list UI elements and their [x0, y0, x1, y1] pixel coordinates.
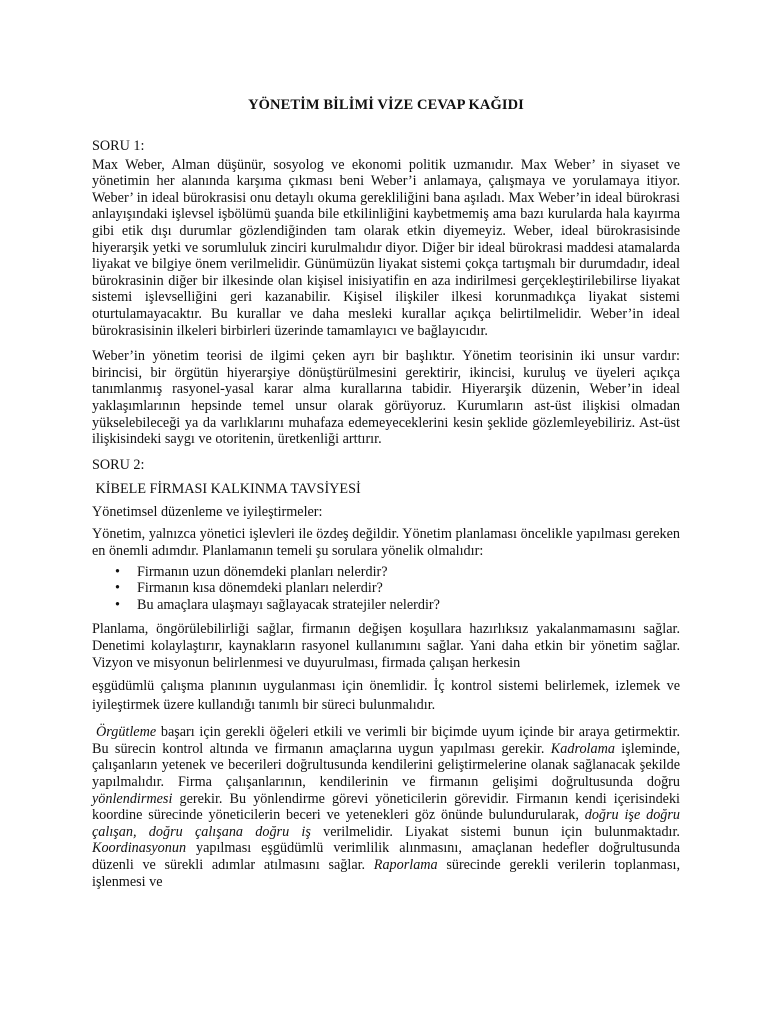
document-title: YÖNETİM BİLİMİ VİZE CEVAP KAĞIDI — [248, 97, 524, 113]
term-orgutleme: Örgütleme — [96, 724, 157, 741]
question-2-paragraph-3 — [92, 724, 680, 890]
term-kadrolama: Kadrolama — [550, 740, 615, 757]
question-1-paragraph-1: Max Weber, Alman düşünür, sosyolog ve ekonomi politik uzmanıdır. Max Weber’ in siyaset ve yönetimin her alanında karşıma çıkması beni Weber’i anlamaya, çalışmaya ve yorulamaya itiyor. Weber’ in ideal bürokrasisi onu detaylı okuma gerekliliğini bana aşıladı. Max Weber’in ideal bürokrasi anlayışındaki işlevsel işbölümü şuanda bile etkilinliğini kaybetmemiş ama bazı kurularda hala kayırma gibi etik dışı durumlar gözlendiğinden tam olarak etkin diyemeyiz. Weber, ideal bürokrasisinde hiyerarşik yetki ve sorumluluk zinciri kurulmalıdır diyor. Diğer bir ideal bürokrasi maddesi atamalarda liyakat ve bilgiye önem verilmelidir. Günümüzün liyakat sistemi çokça tartışmalı bir durumdadır, ideal bürokrasinin diğer bir ilkesinde olan kişisel inisiyatifin en aza indirilmesi gerçekleştirilebilirse liyakat sistemi işlevselliğini geri kazanabilir. Kişisel ilişkiler ilkesi korunmadıkça liyakat sistemi oturtulamayacaktır. Bu kurallar ve daha mesleki kurallar açıkça belirtilmelidir. Weber’in ideal bürokrasisinin ilkeleri birbirleri üzerinde tamamlayıcı ve bağlayıcıdır. — [92, 156, 680, 339]
paragraph-text: gerekir. Bu yönlendirme görevi yöneticilerin görevidir. Firmanın kendi içerisindeki koordine sürecinde yöneticilerin beceri ve yetenekleri göz önünde bulundurularak, — [92, 790, 680, 824]
question-2-subtitle: KİBELE FİRMASI KALKINMA TAVSİYESİ — [92, 481, 361, 498]
question-2-paragraph-1: Yönetim, yalnızca yönetici işlevleri ile özdeş değildir. Yönetim planlaması öncelikle yapılması gereken en önemli adımdır. Planlamanın temeli şu sorulara yönelik olmalıdır: — [92, 526, 680, 560]
list-item — [92, 597, 680, 614]
term-koordinasyon: Koordinasyonun — [92, 840, 187, 857]
paragraph-text: verilmelidir. Liyakat sistemi bunun için bulunmaktadır. — [310, 823, 680, 840]
list-item — [92, 564, 680, 581]
paragraph-text: işleminde, çalışanların yetenek ve becerileri doğrultusunda kendilerini geliştirmelerine olanak sağlanacak şekilde yapılmalıdır. Firma çalışanlarının, kendilerinin ve firmanın gelişimi doğrultusunda doğru — [92, 740, 680, 790]
question-2-heading: SORU 2: — [92, 456, 145, 473]
paragraph-text: başarı için gerekli öğeleri etkili ve verimli bir biçimde uyum içinde bir araya getirmektir. Bu sürecin kontrol altında ve firmanın amaçlarına uygun yapılması gerekir. — [92, 724, 680, 757]
question-1-heading: SORU 1: — [92, 138, 145, 154]
paragraph-text: yapılması eşgüdümlü verimlilik alınmasını, amaçlanan hedefler doğrultusunda düzenli ve sürekli adımlar atılmasını sağlar. — [92, 840, 680, 873]
bullet-icon: • — [115, 580, 120, 597]
bullet-icon: • — [115, 563, 120, 580]
paragraph-text: sürecinde gerekli verilerin toplanması, işlenmesi ve — [92, 856, 680, 890]
list-item-text: Firmanın kısa dönemdeki planları nelerdir? — [137, 580, 383, 597]
list-item — [92, 580, 680, 597]
question-1-paragraph-2: Weber’in yönetim teorisi de ilgimi çeken ayrı bir başlıktır. Yönetim teorisinin iki unsur vardır: birincisi, bir örgütün hiyerarşiye dönüştürülmesini gerektirir, ikincisi, kuruluş ve üyeleri açıkça tanımlanmış rasyonel-yasal karar alma kurallarına tabidir. Hiyerarşik düzenin, Weber’in ideal yaklaşımlarının hepsinde temel unsur olarak görüyoruz. Kurumların ast-üst ilişkisi olmadan yükselebileceği ya da varlıklarını muhafaza edemeyeceklerini kesin şeklide gözlemleyebiliriz. Ast-üst ilişkisindeki saygı ve otoritenin, üretkenliği arttırır. — [92, 348, 680, 448]
term-dogru-ise-dogru-calisan: doğru işe doğru çalışan, doğru çalışana doğru iş — [92, 807, 680, 840]
term-raporlama: Raporlama — [373, 856, 438, 873]
question-2-paragraph-2b: eşgüdümlü çalışma planının uygulanması için önemlidir. İç kontrol sistemi belirlemek, izlemek ve iyileştirmek üzere kullandığı tanımlı bir süreci bulunmalıdır. — [92, 678, 680, 714]
question-2-subtitle-2: Yönetimsel düzenleme ve iyileştirmeler: — [92, 503, 323, 520]
list-item-text: Bu amaçlara ulaşmayı sağlayacak stratejiler nelerdir? — [137, 596, 440, 613]
list-item-text: Firmanın uzun dönemdeki planları nelerdir? — [137, 563, 388, 580]
question-2-paragraph-2: Planlama, öngörülebilirliği sağlar, firmanın değişen koşullara hazırlıksız yakalanmamasını sağlar. Denetimi kolaylaştırır, kaynakların rasyonel kullanımını sağlar. Yani daha etkin bir yönetim sağlar. Vizyon ve misyonun belirlenmesi ve duyurulması, firmada çalışan herkesin — [92, 621, 680, 671]
bullet-icon: • — [115, 596, 120, 613]
planning-questions-list — [92, 564, 680, 614]
term-yonlendirme: yönlendirmesi — [92, 790, 173, 807]
